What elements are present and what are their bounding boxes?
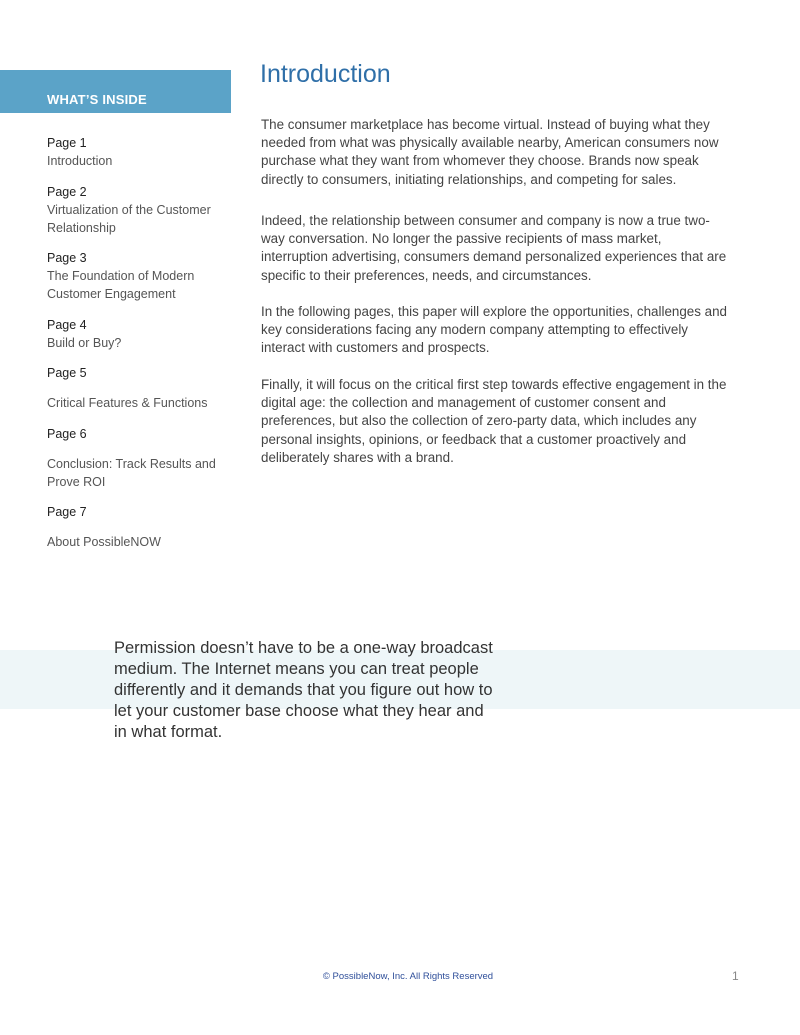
footer-copyright: © PossibleNow, Inc. All Rights Reserved <box>322 971 494 982</box>
toc-page-label: Page 6 <box>47 427 87 441</box>
toc-page-label: Page 7 <box>47 505 87 519</box>
footer-page-number: 1 <box>732 969 739 983</box>
intro-paragraph-2: Indeed, the relationship between consumer and company is now a true two-way conversation. No longer the passive recipients of mass market, interruption advertising, consumers demand personalized experiences that are specific to their preferences, needs, and circumstances. <box>261 213 727 283</box>
toc-page-label: Page 3 <box>47 251 87 265</box>
sidebar-header <box>0 70 231 113</box>
intro-paragraph-1: The consumer marketplace has become virtual. Instead of buying what they needed from what was physically available nearby, American consumers now purchase what they want from whomever they choose. Brands now speak directly to consumers, initiating relationships, and competing for sales. <box>261 117 719 187</box>
intro-paragraph-3: In the following pages, this paper will explore the opportunities, challenges and key considerations facing any modern company attempting to effectively interact with customers and prospects. <box>261 304 727 356</box>
toc-title: Conclusion: Track Results and Prove ROI <box>47 457 216 489</box>
toc-entry-page-7[interactable] <box>47 503 229 551</box>
toc-entry-page-4[interactable] <box>47 316 229 352</box>
toc-title: Critical Features & Functions <box>47 396 208 410</box>
toc-title: The Foundation of Modern Customer Engagement <box>47 269 195 301</box>
pull-quote: Permission doesn’t have to be a one-way broadcast medium. The Internet means you can treat people differently and it demands that you figure out how to let your customer base choose what they hear and in what format. <box>114 639 493 741</box>
toc-entry-page-6[interactable] <box>47 425 229 491</box>
page-title: Introduction <box>260 60 391 88</box>
sidebar-header-label: WHAT’S INSIDE <box>47 92 147 107</box>
toc-page-label: Page 5 <box>47 366 87 380</box>
toc-entry-page-1[interactable] <box>47 134 229 170</box>
toc-title: Build or Buy? <box>47 336 122 350</box>
toc-page-label: Page 1 <box>47 136 87 150</box>
toc-entry-page-5[interactable] <box>47 364 229 412</box>
toc-page-label: Page 4 <box>47 318 87 332</box>
toc-title: Virtualization of the Customer Relationship <box>47 203 211 235</box>
toc-title: About PossibleNOW <box>47 535 161 549</box>
intro-paragraph-4: Finally, it will focus on the critical first step towards effective engagement in the digital age: the collection and management of customer consent and preferences, but also the collection of zero-party data, which includes any personal insights, opinions, or feedback that a customer proactively and deliberately shares with a brand. <box>261 377 727 465</box>
toc-entry-page-3[interactable] <box>47 249 229 303</box>
toc-page-label: Page 2 <box>47 185 87 199</box>
toc-title: Introduction <box>47 154 113 168</box>
toc-entry-page-2[interactable] <box>47 183 229 237</box>
